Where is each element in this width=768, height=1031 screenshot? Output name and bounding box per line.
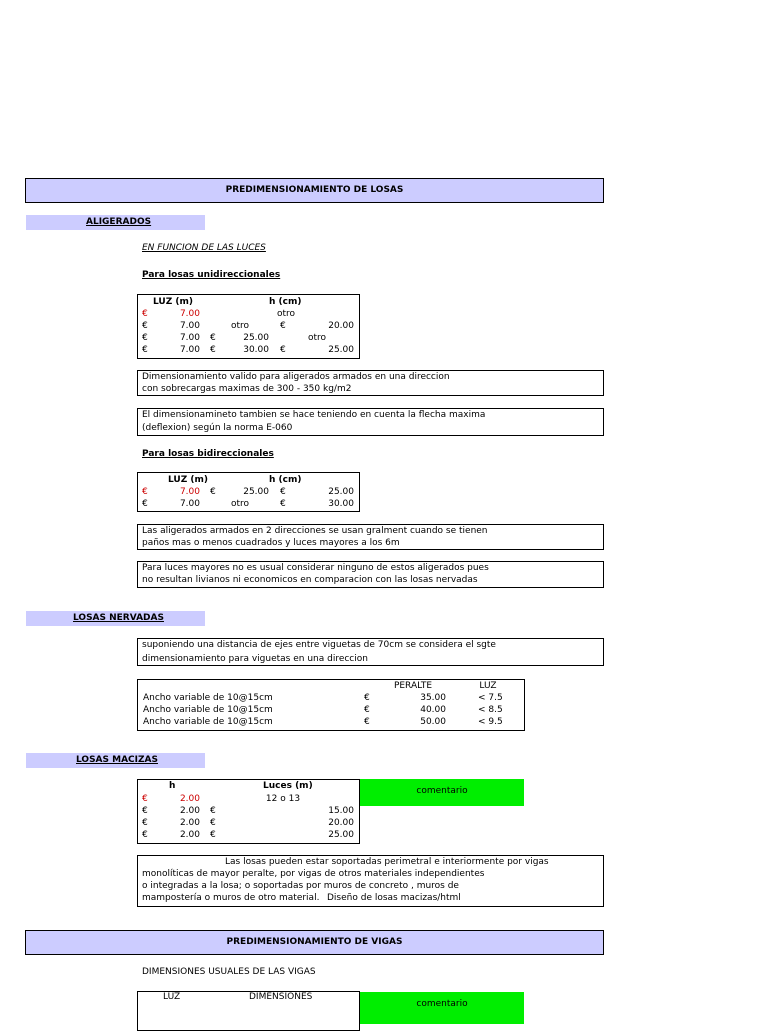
- luces-value: 12 o 13: [265, 794, 301, 804]
- col-luz-header: LUZ (m): [168, 475, 208, 485]
- note-line: monolíticas de mayor peralte, por vigas de otros materiales independientes: [142, 869, 485, 879]
- euro-symbol: €: [210, 818, 216, 828]
- table-row: [138, 806, 359, 818]
- h-value: 25.00: [328, 345, 354, 355]
- note-box-bi-2: [137, 561, 604, 588]
- title-losas-unidireccionales: Para losas unidireccionales: [142, 270, 281, 280]
- mid-value: 25.00: [243, 333, 269, 343]
- note-line: Para luces mayores no es usual considerar ninguno de estos aligerados pues: [142, 563, 489, 573]
- comment-box-macizas: comentario: [360, 779, 524, 806]
- col-luz-header: LUZ: [479, 681, 497, 691]
- luces-value: 25.00: [328, 830, 354, 840]
- luz-value[interactable]: 7.00: [179, 487, 200, 497]
- h-value[interactable]: 2.00: [179, 794, 200, 804]
- euro-symbol: €: [142, 830, 148, 840]
- table-macizas: [137, 779, 360, 844]
- table-row: [138, 818, 359, 830]
- note-line: no resultan livianos ni economicos en comparacion con las losas nervadas: [142, 575, 478, 585]
- h-value: 20.00: [328, 321, 354, 331]
- h-value: otro: [308, 333, 327, 343]
- h-value: 2.00: [179, 830, 200, 840]
- note-box-bi-1: [137, 524, 604, 550]
- euro-symbol: €: [142, 499, 148, 509]
- euro-symbol: €: [364, 705, 370, 715]
- note-line: Las losas pueden estar soportadas perimetral e interiormente por vigas: [225, 857, 549, 867]
- col-dimensiones-header: DIMENSIONES: [249, 992, 313, 1002]
- section-losas-macizas: LOSAS MACIZAS: [26, 753, 205, 768]
- euro-symbol: €: [364, 693, 370, 703]
- euro-symbol: €: [280, 345, 286, 355]
- h-value: 2.00: [179, 818, 200, 828]
- note-line: El dimensionamineto tambien se hace teniendo en cuenta la flecha maxima: [142, 410, 486, 420]
- subtitle-en-funcion-luces: EN FUNCION DE LAS LUCES: [142, 243, 266, 253]
- euro-symbol: €: [210, 487, 216, 497]
- table-vigas: [137, 991, 360, 1031]
- section-aligerados: ALIGERADOS: [26, 215, 205, 230]
- luz-value: 7.00: [179, 499, 200, 509]
- peralte-value: 35.00: [420, 693, 446, 703]
- col-h-header: h (cm): [269, 297, 302, 307]
- luz-value[interactable]: 7.00: [179, 309, 200, 319]
- note-line: mampostería o muros de otro material.: [142, 893, 320, 903]
- euro-symbol: €: [210, 806, 216, 816]
- euro-symbol: €: [280, 321, 286, 331]
- luz-value: 7.00: [179, 345, 200, 355]
- table-row: [138, 487, 359, 499]
- euro-symbol: €: [142, 321, 148, 331]
- note-box-nervadas: [137, 638, 604, 666]
- euro-symbol: €: [142, 333, 148, 343]
- mid-value: otro: [231, 321, 250, 331]
- note-box-uni-1: [137, 370, 604, 396]
- peralte-value: 40.00: [420, 705, 446, 715]
- euro-symbol: €: [210, 830, 216, 840]
- note-line: suponiendo una distancia de ejes entre viguetas de 70cm se considera el sgte: [142, 640, 496, 650]
- mid-value: 25.00: [243, 487, 269, 497]
- note-line: o integradas a la losa; o soportadas por muros de concreto , muros de: [142, 881, 459, 891]
- note-line: con sobrecargas maximas de 300 - 350 kg/m2: [142, 384, 352, 394]
- euro-symbol: €: [142, 345, 148, 355]
- header-predimensionamiento-losas: PREDIMENSIONAMIENTO DE LOSAS: [25, 178, 604, 203]
- h-value: 25.00: [328, 487, 354, 497]
- title-losas-bidireccionales: Para losas bidireccionales: [142, 449, 274, 459]
- euro-symbol: €: [210, 333, 216, 343]
- note-line: Las aligerados armados en 2 direcciones se usan gralment cuando se tienen: [142, 526, 488, 536]
- col-peralte-header: PERALTE: [393, 681, 433, 691]
- row-label: Ancho variable de 10@15cm: [143, 717, 273, 727]
- table-row: [138, 499, 359, 511]
- note-link[interactable]: Diseño de losas macizas/html: [327, 893, 461, 903]
- col-luz-header: LUZ: [163, 992, 181, 1002]
- table-row: [138, 705, 524, 717]
- euro-symbol: €: [142, 818, 148, 828]
- euro-symbol: €: [280, 499, 286, 509]
- table-nervadas: [137, 679, 525, 731]
- h-value: 2.00: [179, 806, 200, 816]
- table-row: [138, 333, 359, 345]
- note-line: (deflexion) según la norma E-060: [142, 423, 293, 433]
- h-value: otro: [276, 309, 296, 319]
- table-unidireccionales: [137, 294, 360, 359]
- col-h-header: h (cm): [269, 475, 302, 485]
- luz-value: < 9.5: [478, 717, 503, 727]
- note-line: Dimensionamiento valido para aligerados armados en una direccion: [142, 372, 450, 382]
- row-label: Ancho variable de 10@15cm: [143, 693, 273, 703]
- luces-value: 20.00: [328, 818, 354, 828]
- h-value: 30.00: [328, 499, 354, 509]
- mid-value: otro: [231, 499, 250, 509]
- col-luces-header: Luces (m): [263, 781, 313, 791]
- luz-value: < 7.5: [478, 693, 503, 703]
- table-row: [138, 794, 359, 806]
- table-row: [138, 309, 359, 321]
- row-label: Ancho variable de 10@15cm: [143, 705, 273, 715]
- peralte-value: 50.00: [420, 717, 446, 727]
- luces-value: 15.00: [328, 806, 354, 816]
- euro-symbol: €: [142, 806, 148, 816]
- mid-value: 30.00: [243, 345, 269, 355]
- euro-symbol: €: [210, 345, 216, 355]
- euro-symbol: €: [142, 309, 148, 319]
- table-bidireccionales: [137, 472, 360, 512]
- euro-symbol: €: [142, 794, 148, 804]
- luz-value: 7.00: [179, 333, 200, 343]
- note-line: paños mas o menos cuadrados y luces mayores a los 6m: [142, 538, 400, 548]
- table-row: [138, 717, 524, 729]
- table-row: [138, 321, 359, 333]
- luz-value: < 8.5: [478, 705, 503, 715]
- comment-box-vigas: comentario: [360, 992, 524, 1024]
- col-h-header: h: [169, 781, 176, 791]
- header-predimensionamiento-vigas: PREDIMENSIONAMIENTO DE VIGAS: [25, 930, 604, 955]
- table-row: [138, 693, 524, 705]
- luz-value: 7.00: [179, 321, 200, 331]
- note-box-uni-2: [137, 408, 604, 436]
- euro-symbol: €: [142, 487, 148, 497]
- euro-symbol: €: [280, 487, 286, 497]
- section-losas-nervadas: LOSAS NERVADAS: [26, 611, 205, 626]
- note-line: dimensionamiento para viguetas en una direccion: [142, 654, 368, 664]
- euro-symbol: €: [364, 717, 370, 727]
- table-row: [138, 830, 359, 842]
- table-row: [138, 345, 359, 357]
- note-box-macizas: [137, 855, 604, 907]
- col-luz-header: LUZ (m): [153, 297, 193, 307]
- subtitle-dimensiones-vigas: DIMENSIONES USUALES DE LAS VIGAS: [142, 967, 316, 977]
